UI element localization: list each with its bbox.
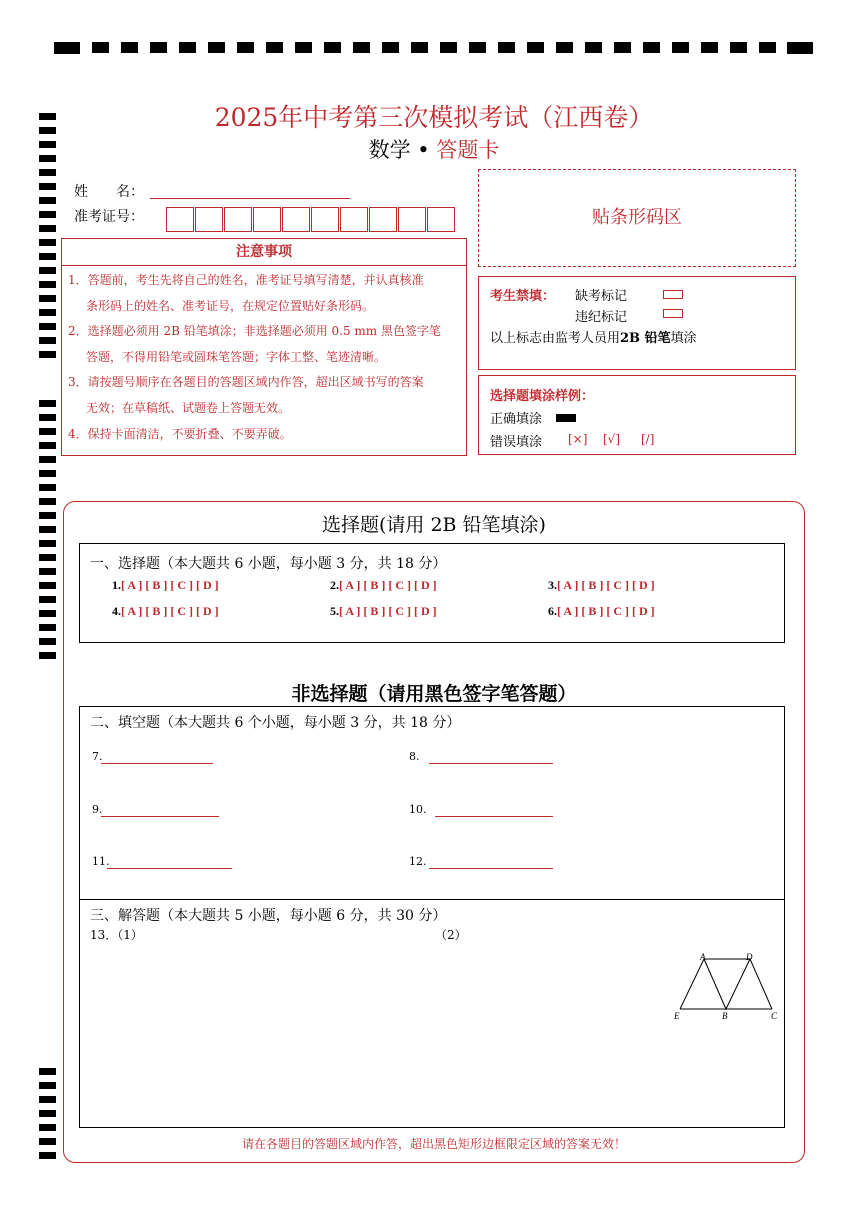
footer-note: 请在各题目的答题区域内作答，超出黑色矩形边框限定区域的答案无效！ — [241, 1137, 626, 1151]
name-label: 姓 名： — [74, 184, 144, 200]
fill-answer-line[interactable] — [435, 816, 553, 817]
card-label: 答题卡 — [436, 138, 500, 162]
solve-header: 三、解答题（本大题共 5 小题，每小题 6 分，共 30 分） — [90, 908, 447, 924]
violation-label: 违纪标记 — [575, 310, 628, 325]
choice-question[interactable]: 3.[ A ] [ B ] [ C ] [ D ] — [548, 578, 655, 592]
fill-item-number: 8. — [409, 750, 420, 763]
forbidden-note — [490, 327, 697, 346]
fill-item-number: 9. — [92, 803, 103, 816]
wrong-mark: [/] — [641, 432, 655, 446]
fill-answer-line[interactable] — [101, 816, 219, 817]
fill-answer-line[interactable] — [107, 868, 232, 869]
id-digit-box[interactable] — [282, 207, 310, 232]
geometry-figure — [674, 952, 780, 1022]
violation-mark-box[interactable] — [663, 309, 683, 318]
id-digit-box[interactable] — [398, 207, 426, 232]
forbidden-note-bold: 2B 铅笔 — [620, 331, 671, 346]
subtitle-dot: • — [417, 138, 430, 162]
forbidden-label: 考生禁填： — [490, 289, 556, 304]
id-digit-box[interactable] — [340, 207, 368, 232]
fill-answer-line[interactable] — [429, 868, 553, 869]
fill-item-number: 12. — [409, 855, 427, 868]
id-digit-box[interactable] — [369, 207, 397, 232]
point-label-c: C — [771, 1011, 778, 1021]
id-digit-box[interactable] — [166, 207, 194, 232]
choice-question[interactable]: 2.[ A ] [ B ] [ C ] [ D ] — [330, 578, 437, 592]
point-label-e: E — [674, 1011, 680, 1021]
absent-label: 缺考标记 — [575, 289, 628, 304]
wrong-fill-label: 错误填涂 — [490, 435, 543, 450]
forbidden-note-prefix: 以上标志由监考人员用 — [490, 331, 621, 346]
point-label-d: D — [746, 952, 753, 962]
choice-question[interactable]: 1.[ A ] [ B ] [ C ] [ D ] — [112, 578, 219, 592]
name-field[interactable] — [150, 198, 350, 199]
barcode-area-label: 贴条形码区 — [592, 207, 682, 228]
subject-label: 数学 — [368, 138, 411, 162]
sample-title: 选择题填涂样例： — [490, 389, 595, 404]
nonchoice-section-title: 非选择题（请用黑色签字笔答题） — [291, 683, 577, 705]
choice-question[interactable]: 6.[ A ] [ B ] [ C ] [ D ] — [548, 604, 655, 618]
point-label-b: B — [722, 1011, 728, 1021]
forbidden-fill-box — [478, 276, 796, 370]
choice-box — [79, 543, 785, 643]
choice-section-title: 选择题(请用 2B 铅笔填涂) — [322, 514, 546, 536]
notice-item: 1．答题前，考生先将自己的姓名，准考证号填写清楚，并认真核准 — [68, 273, 424, 287]
q13-part2-label: （2） — [435, 928, 467, 942]
figure-zigzag — [680, 959, 772, 1009]
notice-box — [61, 238, 467, 456]
choice-header: 一、选择题（本大题共 6 小题，每小题 3 分，共 18 分） — [90, 556, 447, 572]
notice-item: 无效；在草稿纸、试题卷上答题无效。 — [86, 401, 291, 415]
notice-item: 2．选择题必须用 2B 铅笔填涂；非选择题必须用 0.5 mm 黑色签字笔 — [68, 324, 442, 338]
fill-sample-box — [478, 375, 796, 455]
choice-question[interactable]: 4.[ A ] [ B ] [ C ] [ D ] — [112, 604, 219, 618]
correct-fill-label: 正确填涂 — [490, 412, 543, 427]
id-label: 准考证号： — [74, 209, 144, 225]
fill-item-number: 11. — [92, 855, 110, 868]
fill-header: 二、填空题（本大题共 6 个小题，每小题 3 分，共 18 分） — [90, 715, 461, 731]
page-subtitle — [0, 134, 868, 164]
id-digit-box[interactable] — [253, 207, 281, 232]
fill-answer-line[interactable] — [101, 763, 213, 764]
solve-box[interactable] — [79, 899, 785, 1128]
id-digit-box[interactable] — [195, 207, 223, 232]
fill-blank-box — [79, 706, 785, 900]
q13-part1-label: 13．（1） — [90, 928, 143, 942]
choice-question[interactable]: 5.[ A ] [ B ] [ C ] [ D ] — [330, 604, 437, 618]
page-title: 2025年中考第三次模拟考试（江西卷） — [214, 103, 654, 132]
point-label-a: A — [700, 952, 706, 962]
notice-title: 注意事项 — [62, 239, 466, 266]
barcode-area — [478, 169, 796, 267]
wrong-mark: [√] — [603, 432, 621, 446]
id-digit-box[interactable] — [311, 207, 339, 232]
fill-item-number: 10. — [409, 803, 427, 816]
fill-item-number: 7. — [92, 750, 103, 763]
forbidden-note-suffix: 填涂 — [670, 331, 697, 346]
absent-mark-box[interactable] — [663, 290, 683, 299]
notice-item: 4．保持卡面清洁，不要折叠、不要弄破。 — [68, 427, 292, 441]
correct-fill-mark — [556, 414, 576, 422]
wrong-mark: [×] — [568, 432, 588, 446]
fill-answer-line[interactable] — [429, 763, 553, 764]
notice-item: 3．请按题号顺序在各题目的答题区域内作答，超出区域书写的答案 — [68, 375, 424, 389]
id-digit-box[interactable] — [427, 207, 455, 232]
notice-item: 条形码上的姓名、准考证号，在规定位置贴好条形码。 — [86, 299, 375, 313]
notice-item: 答题，不得用铅笔或圆珠笔答题；字体工整、笔迹清晰。 — [86, 350, 387, 364]
id-digit-box[interactable] — [224, 207, 252, 232]
